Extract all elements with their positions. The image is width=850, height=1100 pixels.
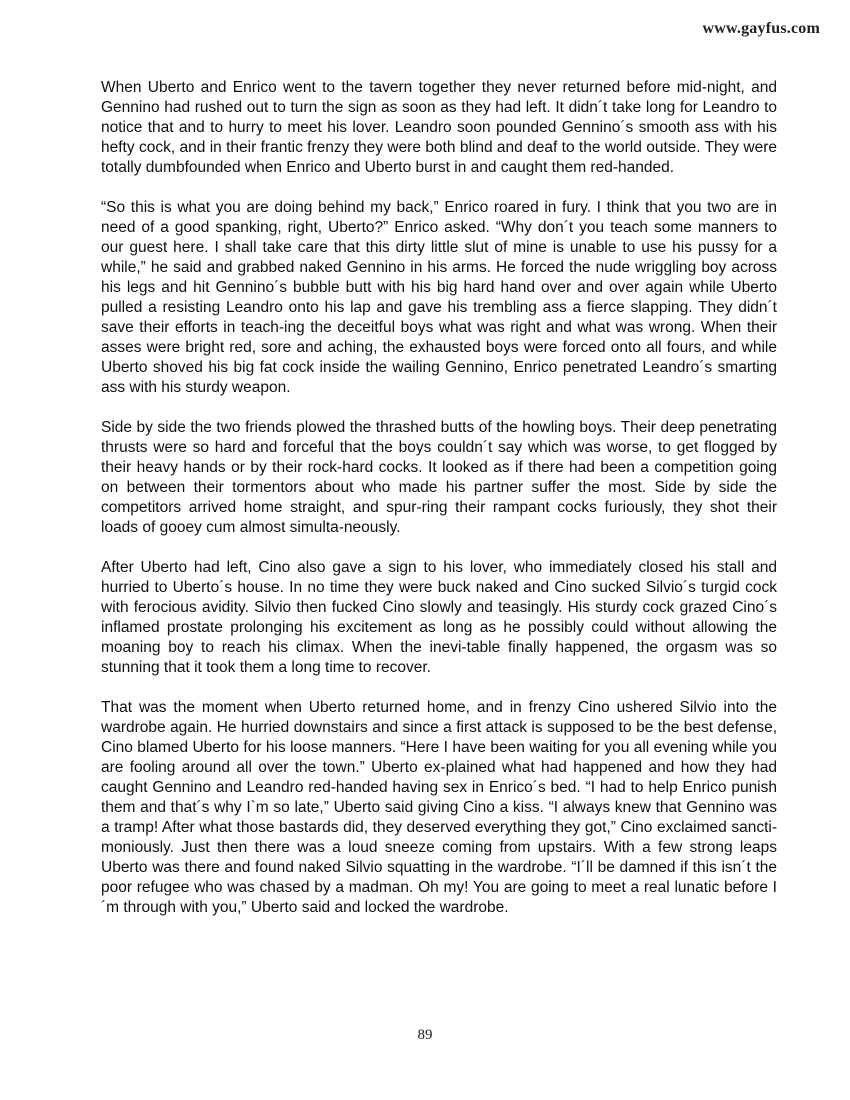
story-text bbox=[101, 78, 777, 938]
paragraph: Side by side the two friends plowed the thrashed butts of the howling boys. Their deep penetrating thrusts were so hard and forceful that the boys couldn´t say which was worse, to get flogged by their heavy hands or by their rock-hard cocks. It looked as if there had been a competition going on between their tormentors about who made his partner suffer the most. Side by side the competitors arrived home straight, and spur-ring their rampant cocks furiously, they shot their loads of gooey cum almost simulta-neously. bbox=[101, 419, 777, 536]
page-number: 89 bbox=[417, 1027, 433, 1043]
paragraph: That was the moment when Uberto returned home, and in frenzy Cino ushered Silvio into the wardrobe again. He hurried downstairs and since a first attack is supposed to be the best defense, Cino blamed Uberto for his loose manners. “Here I have been waiting for you all evening while you are fooling around all over the town.” Uberto ex-plained what had happened and how they had caught Gennino and Leandro red-handed having sex in Enrico´s bed. “I had to help Enrico punish them and that´s why I`m so late,” Uberto said giving Cino a kiss. “I always knew that Gennino was a tramp! After what those bastards did, they deserved everything they got,” Cino exclaimed sancti-moniously. Just then there was a loud sneeze coming from upstairs. With a few strong leaps Uberto was there and found naked Silvio squatting in the wardrobe. “I´ll be damned if this isn´t the poor refugee who was chased by a madman. Oh my! You are going to meet a real lunatic before I´m through with you,” Uberto said and locked the wardrobe. bbox=[101, 699, 777, 916]
paragraph: After Uberto had left, Cino also gave a sign to his lover, who immediately closed his stall and hurried to Uberto´s house. In no time they were buck naked and Cino sucked Silvio´s turgid cock with ferocious avidity. Silvio then fucked Cino slowly and teasingly. His sturdy cock grazed Cino´s inflamed prostate prolonging his excitement as long as he possibly could without allowing the moaning boy to reach his climax. When the inevi-table finally happened, the orgasm was so stunning that it took them a long time to recover. bbox=[101, 559, 777, 676]
site-watermark: www.gayfus.com bbox=[702, 20, 820, 37]
paragraph: “So this is what you are doing behind my back,” Enrico roared in fury. I think that you two are in need of a good spanking, right, Uberto?” Enrico asked. “Why don´t you teach some manners to our guest here. I shall take care that this dirty little slut of mine is unable to use his pussy for a while,” he said and grabbed naked Gennino in his arms. He forced the nude wriggling boy across his legs and hit Gennino´s bubble butt with his big hard hand over and over again while Uberto pulled a resisting Leandro onto his lap and gave his trembling ass a fierce slapping. They didn´t save their efforts in teach-ing the deceitful boys what was right and what was wrong. When their asses were bright red, sore and aching, the exhausted boys were forced onto all fours, and while Uberto shoved his big fat cock inside the wailing Gennino, Enrico penetrated Leandro´s smarting ass with his sturdy weapon. bbox=[101, 199, 777, 396]
paragraph: When Uberto and Enrico went to the tavern together they never returned before mid-night, and Gennino had rushed out to turn the sign as soon as they had left. It didn´t take long for Leandro to notice that and to hurry to meet his lover. Leandro soon pounded Gennino´s smooth ass with his hefty cock, and in their frantic frenzy they were both blind and deaf to the world outside. They were totally dumbfounded when Enrico and Uberto burst in and caught them red-handed. bbox=[101, 79, 777, 176]
